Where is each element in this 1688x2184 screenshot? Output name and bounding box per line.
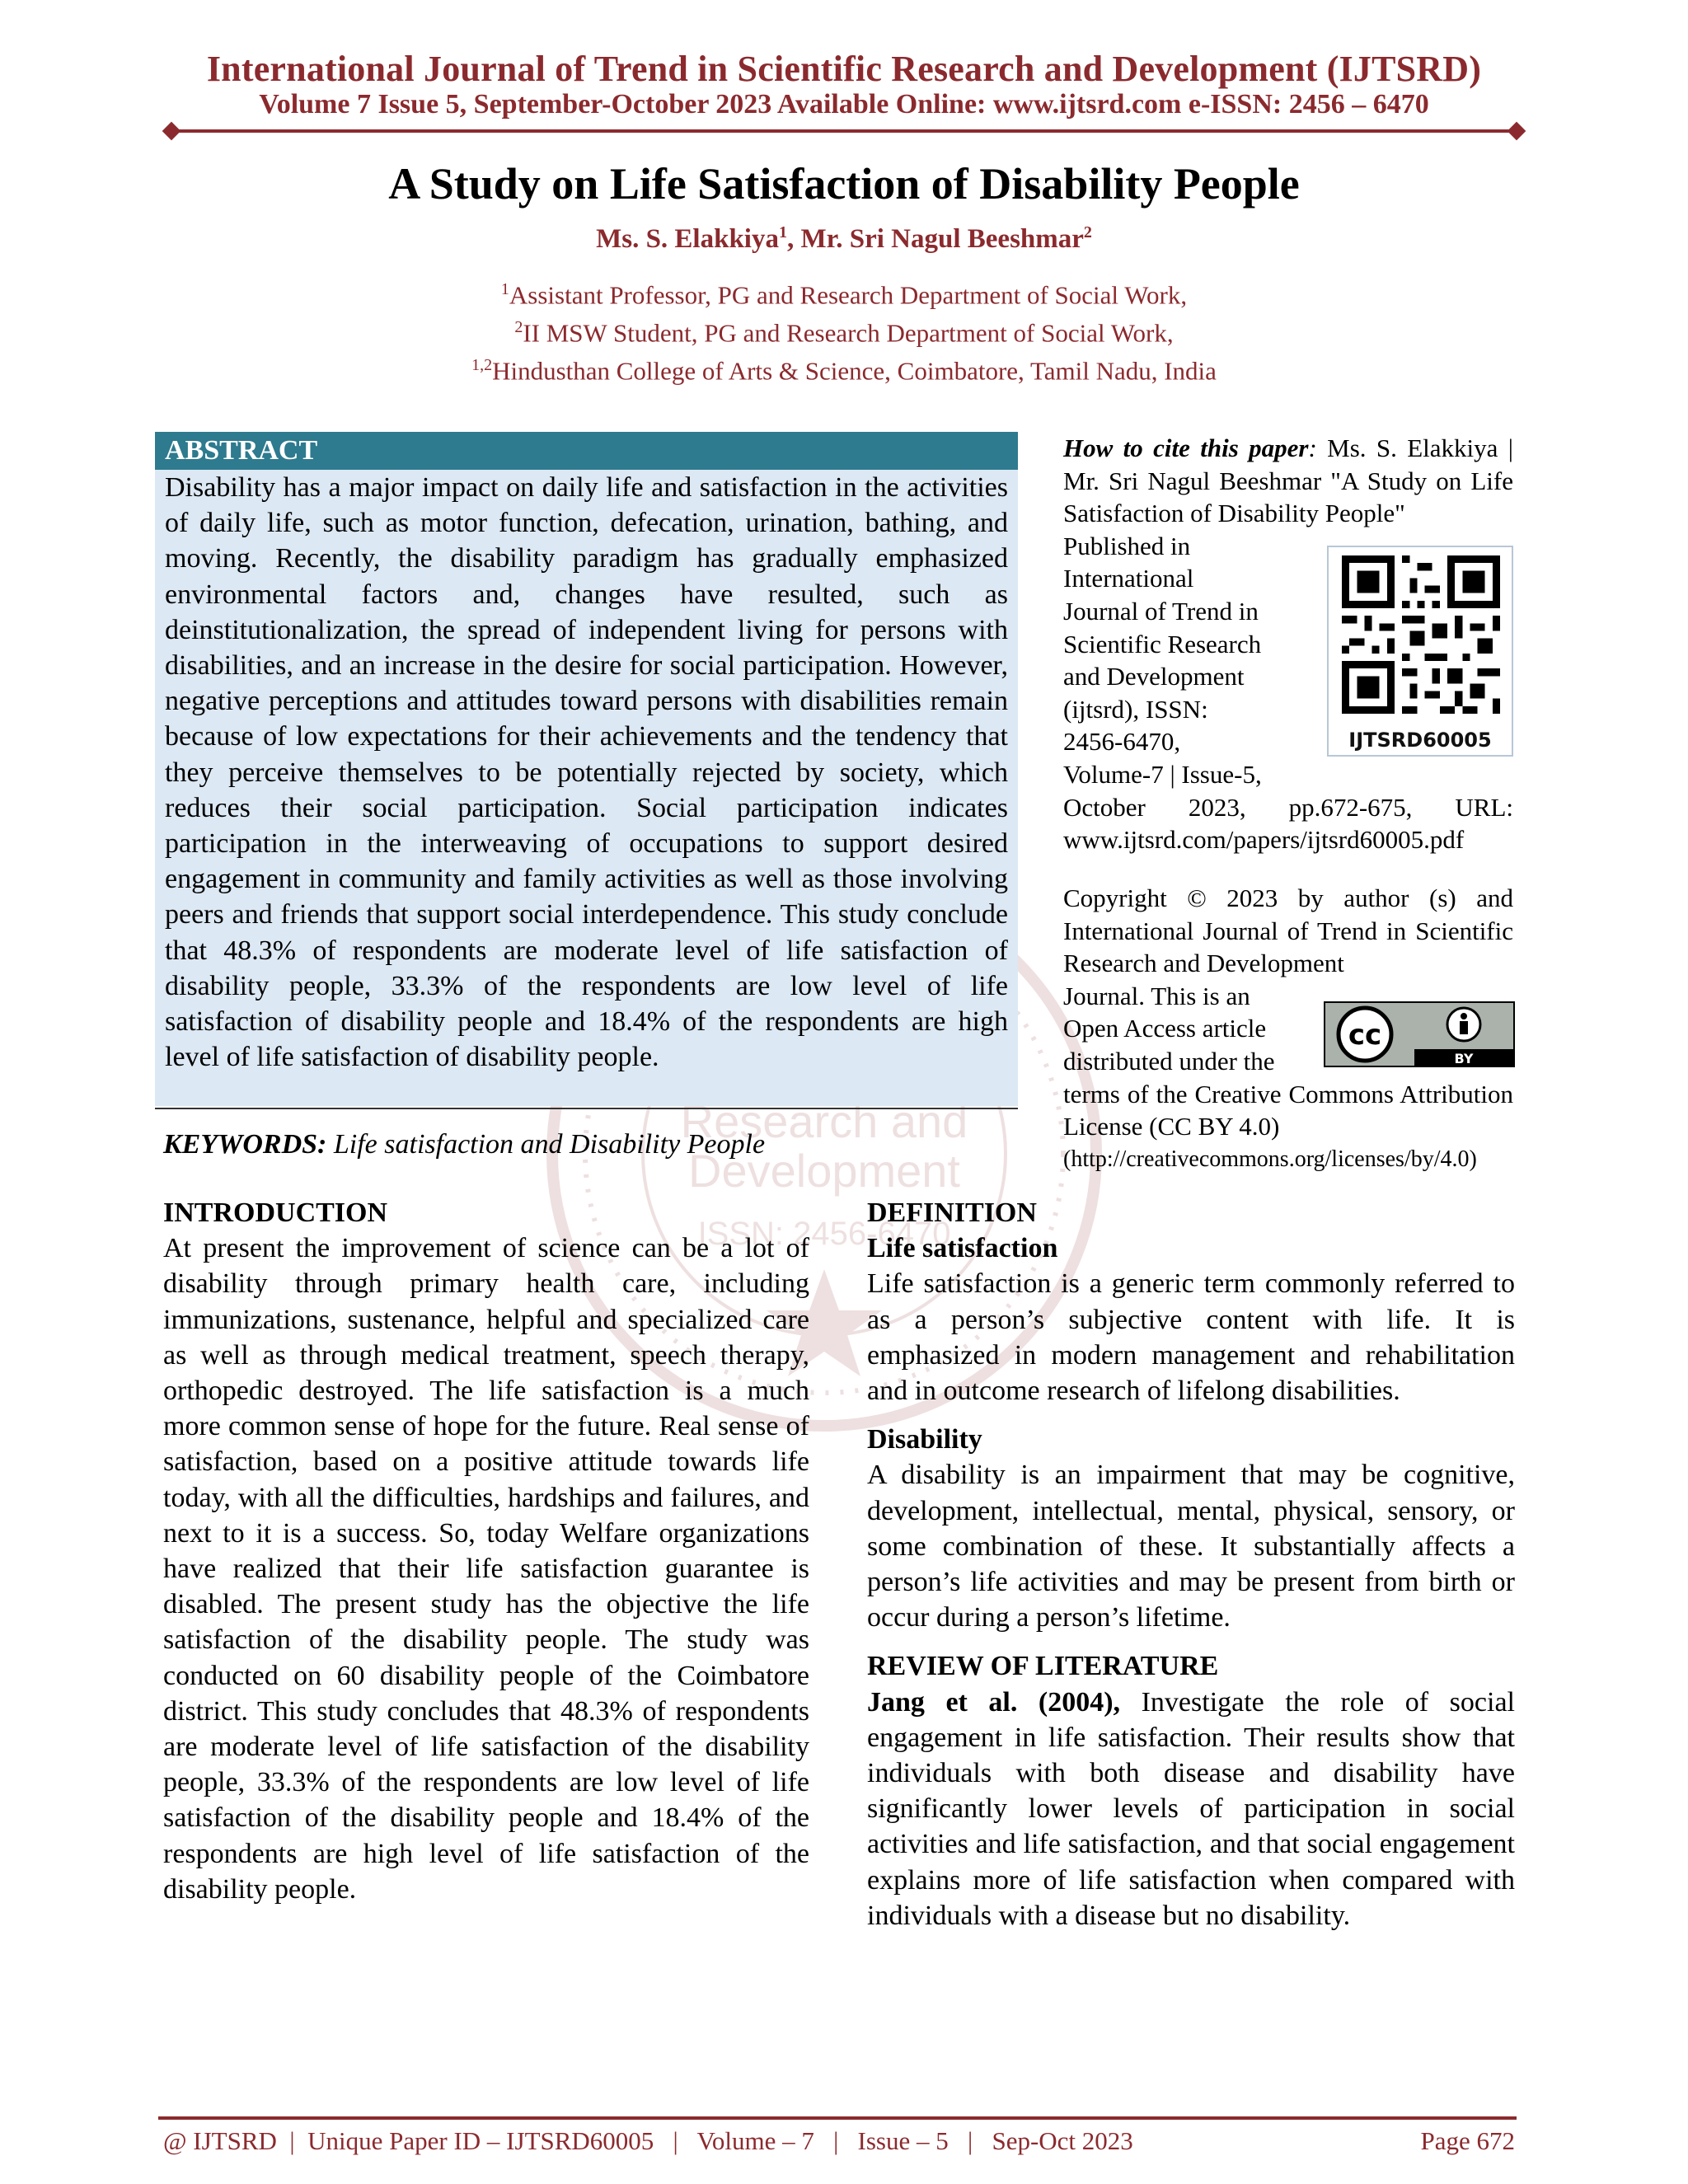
watermark-issn: ISSN: 2456-6470 bbox=[697, 1216, 951, 1252]
citation-line: 2456-6470, bbox=[1063, 727, 1181, 757]
cc-icon-text: cc bbox=[1348, 1019, 1382, 1052]
qr-code-icon bbox=[1342, 555, 1500, 714]
citation-label: How to cite this paper bbox=[1063, 434, 1309, 462]
copyright-top: Copyright © 2023 by author (s) and International Journal of Trend in Scientific Research and Development bbox=[1063, 883, 1513, 978]
affiliation bbox=[0, 280, 1688, 310]
paper-title: A Study on Life Satisfaction of Disability People bbox=[388, 159, 1300, 209]
citation-colon: : bbox=[1308, 434, 1317, 462]
affiliation-text: II MSW Student, PG and Research Department of Social Work, bbox=[523, 318, 1174, 348]
section-heading-introduction: INTRODUCTION bbox=[163, 1197, 388, 1228]
abstract-divider bbox=[155, 1108, 1018, 1109]
footer-info: @ IJTSRD | Unique Paper ID – IJTSRD60005 | Volume – 7 | Issue – 5 | Sep-Oct 2023 bbox=[163, 2126, 1133, 2155]
author-name: Mr. Sri Nagul Beeshmar bbox=[800, 224, 1084, 254]
life-satisfaction-body: Life satisfaction is a generic term commonly referred to as a person’s subjective content with life. It is emphasized in modern management and rehabilitation and in outcome research of lifelong disabilities. bbox=[867, 1268, 1515, 1407]
copyright-line: Open Access article bbox=[1063, 1014, 1267, 1043]
review-reference: Jang et al. (2004), bbox=[867, 1686, 1121, 1718]
footer-rule bbox=[158, 2116, 1517, 2120]
affiliation bbox=[0, 318, 1688, 348]
citation-line: Volume-7 | Issue-5, bbox=[1063, 759, 1262, 789]
by-icon-text: BY bbox=[1454, 1051, 1474, 1066]
author-name: Ms. S. Elakkiya bbox=[596, 224, 779, 254]
citation-line: Journal of Trend in bbox=[1063, 596, 1259, 626]
section-heading-review: REVIEW OF LITERATURE bbox=[867, 1651, 1219, 1682]
header-rule bbox=[171, 129, 1517, 133]
keywords bbox=[163, 1129, 1020, 1160]
affiliation-sup: 2 bbox=[514, 318, 523, 336]
citation-line: and Development bbox=[1063, 662, 1245, 691]
header-ornament-left bbox=[162, 122, 181, 141]
copyright-license: terms of the Creative Commons Attribution License (CC BY 4.0) bbox=[1063, 1079, 1513, 1141]
journal-issue-line: Volume 7 Issue 5, September-October 2023 Available Online: www.ijtsrd.com e-ISSN: 2456 – 6470 bbox=[259, 89, 1429, 120]
header-ornament-right bbox=[1507, 122, 1526, 141]
license-url[interactable]: (http://creativecommons.org/licenses/by/4.0) bbox=[1063, 1146, 1477, 1172]
citation-top bbox=[1063, 432, 1513, 530]
copyright-line: Journal. This is an bbox=[1063, 981, 1250, 1010]
abstract-heading: ABSTRACT bbox=[155, 432, 1018, 470]
affiliation-sup: 1 bbox=[500, 280, 509, 298]
affiliation-text: Hindusthan College of Arts & Science, Coimbatore, Tamil Nadu, India bbox=[492, 356, 1217, 386]
author-separator: , bbox=[786, 224, 801, 254]
affiliation-text: Assistant Professor, PG and Research Department of Social Work, bbox=[509, 280, 1188, 310]
citation-line: Scientific Research bbox=[1063, 629, 1262, 658]
right-column bbox=[867, 1195, 1515, 1933]
qr-code-badge bbox=[1327, 546, 1513, 757]
affiliation bbox=[0, 356, 1688, 386]
citation-text: Ms. S. Elakkiya | Mr. Sri Nagul Beeshmar "A Study on Life Satisfaction of Disability People" bbox=[1063, 434, 1513, 528]
citation-line: International bbox=[1063, 564, 1194, 593]
affiliation-sup: 1,2 bbox=[471, 356, 493, 374]
review-paragraph bbox=[867, 1685, 1515, 1933]
section-heading-definition: DEFINITION bbox=[867, 1197, 1037, 1228]
journal-title: International Journal of Trend in Scientific Research and Development (IJTSRD) bbox=[206, 49, 1482, 89]
subheading-life-satisfaction: Life satisfaction bbox=[867, 1233, 1058, 1264]
disability-body: A disability is an impairment that may be cognitive, development, intellectual, mental, physical, sensory, or some combination of these. It substantially affects a person’s life activities and may be present from birth or occur during a person’s lifetime. bbox=[867, 1460, 1515, 1633]
author-list bbox=[0, 223, 1688, 255]
cc-by-license-icon bbox=[1324, 1001, 1515, 1067]
watermark-text-2: Development bbox=[688, 1145, 960, 1197]
qr-paper-id: IJTSRD60005 bbox=[1348, 729, 1492, 752]
keywords-label: KEYWORDS: bbox=[163, 1129, 327, 1160]
left-column bbox=[163, 1195, 809, 1907]
page-number: Page 672 bbox=[1420, 2126, 1515, 2155]
author-sup: 1 bbox=[778, 223, 787, 241]
keywords-text: Life satisfaction and Disability People bbox=[326, 1129, 766, 1160]
citation-url[interactable]: October 2023, pp.672-675, URL: www.ijtsrd.com/papers/ijtsrd60005.pdf bbox=[1063, 792, 1513, 855]
watermark-text-1: Research and bbox=[680, 1095, 968, 1147]
author-sup: 2 bbox=[1083, 223, 1092, 241]
abstract-body: Disability has a major impact on daily life and satisfaction in the activities of daily life, such as motor function, defecation, urination, bathing, and moving. Recently, the disability paradigm has gradually emphasized environmental factors and, changes have resulted, such as deinstitutionalization, the spread of independent living for persons with disabilities, and an increase in the desire for social participation. However, negative perceptions and attitudes toward persons with disabilities remain because of low expectations for their achievements and the tendency that they perceive themselves to be potentially rejected by society, which reduces their social participation. Social participation indicates participation in the interweaving of occupations to support desired engagement in community and family activities as well as those involving peers and friends that support social interdependence. This study conclude that 48.3% of respondents are moderate level of life satisfaction of disability people, 33.3% of the respondents are low level of life satisfaction of disability people and 18.4% of the respondents are high level of life satisfaction of disability people. bbox=[155, 470, 1018, 1106]
introduction-body: At present the improvement of science can be a lot of disability through primary health care, including immunizations, sustenance, helpful and specialized care as well as through medical treatment, speech therapy, orthopedic destroyed. The life satisfaction is a much more common sense of hope for the future. Real sense of satisfaction, based on a positive attitude towards life today, with all the difficulties, hardships and failures, and next to it is a success. So, today Welfare organizations have realized that their life satisfaction guarantee is disabled. The present study has the objective the life satisfaction of the disability people. The study was conducted on 60 disability people of the Coimbatore district. This study concludes that 48.3% of respondents are moderate level of life satisfaction of the disability people, 33.3% of the respondents are low level of life satisfaction of the disability people and 18.4% of the respondents are high level of life satisfaction of the disability people. bbox=[163, 1233, 809, 1905]
citation-line: (ijtsrd), ISSN: bbox=[1063, 694, 1208, 724]
citation-line: Published in bbox=[1063, 531, 1191, 560]
review-body: Investigate the role of social engagement in life satisfaction. Their results show that individuals with both disease and disability have significantly lower levels of participation in social activities and life satisfaction, and that social engagement explains more of life satisfaction when compared with individuals with a disease but no disability. bbox=[867, 1686, 1515, 1931]
subheading-disability: Disability bbox=[867, 1424, 982, 1455]
copyright-line: distributed under the bbox=[1063, 1046, 1275, 1076]
